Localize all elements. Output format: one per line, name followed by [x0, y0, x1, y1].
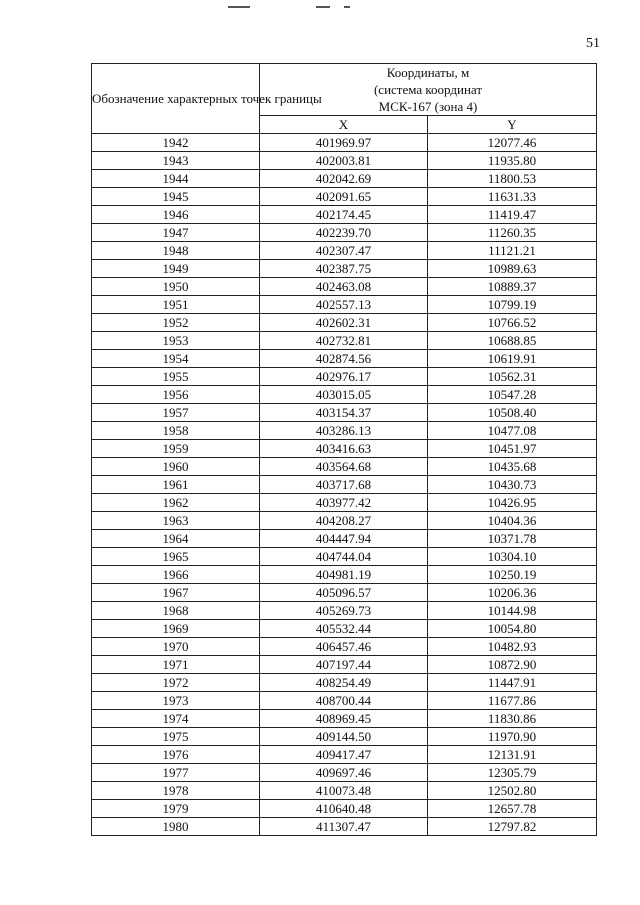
point-number-cell: 1978: [92, 782, 260, 800]
table-row: [92, 674, 597, 692]
x-coordinate-cell: 403015.05: [260, 386, 428, 404]
point-number-cell: 1950: [92, 278, 260, 296]
header-y: Y: [428, 116, 597, 134]
x-coordinate-cell: 405269.73: [260, 602, 428, 620]
x-coordinate-cell: 402042.69: [260, 170, 428, 188]
x-coordinate-cell: 404208.27: [260, 512, 428, 530]
header-coordinates: [260, 64, 597, 116]
table-row: [92, 188, 597, 206]
y-coordinate-cell: 10435.68: [428, 458, 597, 476]
x-coordinate-cell: 402003.81: [260, 152, 428, 170]
y-coordinate-cell: 12131.91: [428, 746, 597, 764]
point-number-cell: 1951: [92, 296, 260, 314]
y-coordinate-cell: 11935.80: [428, 152, 597, 170]
point-number-cell: 1967: [92, 584, 260, 602]
point-number-cell: 1977: [92, 764, 260, 782]
y-coordinate-cell: 11631.33: [428, 188, 597, 206]
table-row: [92, 710, 597, 728]
table-row: [92, 386, 597, 404]
x-coordinate-cell: 408700.44: [260, 692, 428, 710]
x-coordinate-cell: 408254.49: [260, 674, 428, 692]
table-row: [92, 656, 597, 674]
x-coordinate-cell: 409697.46: [260, 764, 428, 782]
table-row: [92, 224, 597, 242]
table-row: [92, 170, 597, 188]
point-number-cell: 1945: [92, 188, 260, 206]
y-coordinate-cell: 11830.86: [428, 710, 597, 728]
table-row: [92, 242, 597, 260]
y-coordinate-cell: 11800.53: [428, 170, 597, 188]
x-coordinate-cell: 403977.42: [260, 494, 428, 512]
table-row: [92, 638, 597, 656]
point-number-cell: 1979: [92, 800, 260, 818]
point-number-cell: 1972: [92, 674, 260, 692]
point-number-cell: 1942: [92, 134, 260, 152]
point-number-cell: 1956: [92, 386, 260, 404]
point-number-cell: 1955: [92, 368, 260, 386]
x-coordinate-cell: 403154.37: [260, 404, 428, 422]
y-coordinate-cell: 10508.40: [428, 404, 597, 422]
y-coordinate-cell: 11419.47: [428, 206, 597, 224]
point-number-cell: 1958: [92, 422, 260, 440]
y-coordinate-cell: 11970.90: [428, 728, 597, 746]
header-coordinates-line2: (система координат: [373, 82, 483, 97]
table-row: [92, 728, 597, 746]
point-number-cell: 1966: [92, 566, 260, 584]
table-row: [92, 512, 597, 530]
y-coordinate-cell: 11677.86: [428, 692, 597, 710]
table-row: [92, 314, 597, 332]
x-coordinate-cell: 410640.48: [260, 800, 428, 818]
table-row: [92, 548, 597, 566]
scan-artifact-marks: [228, 3, 358, 11]
y-coordinate-cell: 10482.93: [428, 638, 597, 656]
table-row: [92, 566, 597, 584]
table-row: [92, 800, 597, 818]
y-coordinate-cell: 12502.80: [428, 782, 597, 800]
x-coordinate-cell: 404744.04: [260, 548, 428, 566]
table-row: [92, 278, 597, 296]
x-coordinate-cell: 403717.68: [260, 476, 428, 494]
point-number-cell: 1975: [92, 728, 260, 746]
y-coordinate-cell: 10619.91: [428, 350, 597, 368]
table-row: [92, 494, 597, 512]
point-number-cell: 1946: [92, 206, 260, 224]
table-row: [92, 746, 597, 764]
table-row: [92, 350, 597, 368]
table-row: [92, 206, 597, 224]
x-coordinate-cell: 403286.13: [260, 422, 428, 440]
table-row: [92, 368, 597, 386]
x-coordinate-cell: 402874.56: [260, 350, 428, 368]
point-number-cell: 1980: [92, 818, 260, 836]
y-coordinate-cell: 10562.31: [428, 368, 597, 386]
y-coordinate-cell: 11121.21: [428, 242, 597, 260]
coordinates-table: [91, 63, 597, 836]
point-number-cell: 1962: [92, 494, 260, 512]
table-row: [92, 440, 597, 458]
point-number-cell: 1964: [92, 530, 260, 548]
x-coordinate-cell: 411307.47: [260, 818, 428, 836]
point-number-cell: 1952: [92, 314, 260, 332]
x-coordinate-cell: 402174.45: [260, 206, 428, 224]
point-number-cell: 1959: [92, 440, 260, 458]
table-row: [92, 458, 597, 476]
header-coordinates-line1: Координаты, м: [386, 65, 470, 80]
table-row: [92, 296, 597, 314]
y-coordinate-cell: 10054.80: [428, 620, 597, 638]
y-coordinate-cell: 11260.35: [428, 224, 597, 242]
table-body: [92, 134, 597, 836]
y-coordinate-cell: 12797.82: [428, 818, 597, 836]
y-coordinate-cell: 10799.19: [428, 296, 597, 314]
y-coordinate-cell: 10371.78: [428, 530, 597, 548]
table-row: [92, 602, 597, 620]
point-number-cell: 1949: [92, 260, 260, 278]
y-coordinate-cell: 10989.63: [428, 260, 597, 278]
point-number-cell: 1974: [92, 710, 260, 728]
point-number-cell: 1976: [92, 746, 260, 764]
x-coordinate-cell: 402463.08: [260, 278, 428, 296]
y-coordinate-cell: 10547.28: [428, 386, 597, 404]
point-number-cell: 1965: [92, 548, 260, 566]
y-coordinate-cell: 12305.79: [428, 764, 597, 782]
point-number-cell: 1944: [92, 170, 260, 188]
point-number-cell: 1943: [92, 152, 260, 170]
y-coordinate-cell: 10206.36: [428, 584, 597, 602]
x-coordinate-cell: 402387.75: [260, 260, 428, 278]
y-coordinate-cell: 10477.08: [428, 422, 597, 440]
x-coordinate-cell: 402732.81: [260, 332, 428, 350]
point-number-cell: 1960: [92, 458, 260, 476]
y-coordinate-cell: 10889.37: [428, 278, 597, 296]
y-coordinate-cell: 10872.90: [428, 656, 597, 674]
point-number-cell: 1968: [92, 602, 260, 620]
table-row: [92, 134, 597, 152]
point-number-cell: 1963: [92, 512, 260, 530]
page-number: 51: [586, 36, 600, 51]
table-row: [92, 692, 597, 710]
y-coordinate-cell: 10304.10: [428, 548, 597, 566]
x-coordinate-cell: 403416.63: [260, 440, 428, 458]
x-coordinate-cell: 402091.65: [260, 188, 428, 206]
point-number-cell: 1947: [92, 224, 260, 242]
x-coordinate-cell: 404981.19: [260, 566, 428, 584]
y-coordinate-cell: 12657.78: [428, 800, 597, 818]
point-number-cell: 1961: [92, 476, 260, 494]
x-coordinate-cell: 409144.50: [260, 728, 428, 746]
y-coordinate-cell: 11447.91: [428, 674, 597, 692]
x-coordinate-cell: 402976.17: [260, 368, 428, 386]
x-coordinate-cell: 406457.46: [260, 638, 428, 656]
y-coordinate-cell: 12077.46: [428, 134, 597, 152]
y-coordinate-cell: 10451.97: [428, 440, 597, 458]
x-coordinate-cell: 402557.13: [260, 296, 428, 314]
y-coordinate-cell: 10426.95: [428, 494, 597, 512]
x-coordinate-cell: 402307.47: [260, 242, 428, 260]
header-coordinates-line3: МСК-167 (зона 4): [378, 99, 478, 114]
x-coordinate-cell: 403564.68: [260, 458, 428, 476]
table-row: [92, 584, 597, 602]
x-coordinate-cell: 404447.94: [260, 530, 428, 548]
header-x: X: [260, 116, 428, 134]
table-row: [92, 782, 597, 800]
y-coordinate-cell: 10688.85: [428, 332, 597, 350]
point-number-cell: 1970: [92, 638, 260, 656]
x-coordinate-cell: 402239.70: [260, 224, 428, 242]
table-row: [92, 530, 597, 548]
point-number-cell: 1954: [92, 350, 260, 368]
x-coordinate-cell: 410073.48: [260, 782, 428, 800]
x-coordinate-cell: 407197.44: [260, 656, 428, 674]
y-coordinate-cell: 10430.73: [428, 476, 597, 494]
point-number-cell: 1971: [92, 656, 260, 674]
point-number-cell: 1948: [92, 242, 260, 260]
y-coordinate-cell: 10250.19: [428, 566, 597, 584]
table-row: [92, 476, 597, 494]
table-row: [92, 404, 597, 422]
table-row: [92, 818, 597, 836]
x-coordinate-cell: 405532.44: [260, 620, 428, 638]
y-coordinate-cell: 10144.98: [428, 602, 597, 620]
table-row: [92, 764, 597, 782]
table-row: [92, 332, 597, 350]
x-coordinate-cell: 405096.57: [260, 584, 428, 602]
table-row: [92, 152, 597, 170]
x-coordinate-cell: 409417.47: [260, 746, 428, 764]
table-row: [92, 620, 597, 638]
point-number-cell: 1973: [92, 692, 260, 710]
point-number-cell: 1957: [92, 404, 260, 422]
x-coordinate-cell: 402602.31: [260, 314, 428, 332]
table-row: [92, 260, 597, 278]
point-number-cell: 1969: [92, 620, 260, 638]
table-row: [92, 422, 597, 440]
table-header: [92, 64, 597, 134]
header-point-designation: Обозначение характерных точек границы: [92, 64, 260, 134]
y-coordinate-cell: 10766.52: [428, 314, 597, 332]
y-coordinate-cell: 10404.36: [428, 512, 597, 530]
x-coordinate-cell: 408969.45: [260, 710, 428, 728]
point-number-cell: 1953: [92, 332, 260, 350]
x-coordinate-cell: 401969.97: [260, 134, 428, 152]
